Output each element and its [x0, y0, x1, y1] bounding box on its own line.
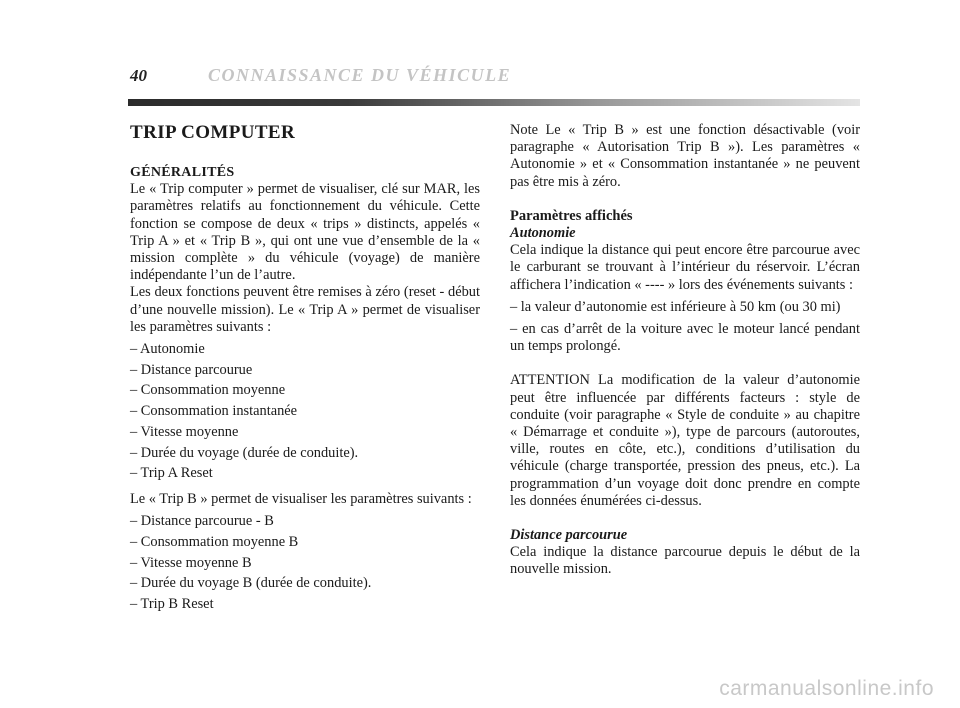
intro-paragraph-2: Les deux fonctions peuvent être remises à zéro (reset - début d’une nouvelle mission). Le « Trip A » permet de visualiser les paramètres suivants :: [130, 284, 480, 335]
generalites-heading: GÉNÉRALITÉS: [130, 165, 235, 180]
page-title: TRIP COMPUTER: [130, 122, 296, 143]
page-number: 40: [130, 66, 147, 85]
params-heading: Paramètres affichés: [510, 207, 633, 224]
left-column: [130, 122, 480, 617]
list-item: – Consommation moyenne B: [130, 533, 299, 550]
list-item: – Consommation instantanée: [130, 403, 298, 420]
distance-heading: Distance parcourue: [510, 527, 628, 544]
list-item: – Trip B Reset: [130, 595, 214, 612]
intro-paragraph-1: Le « Trip computer » permet de visualiser, clé sur MAR, les paramètres relatifs au fonctionnement du véhicule. Cette fonction se compose de deux « trips » distincts, appelés « Trip A » et « Trip B », qui ont une vue d’ensemble de la « mission complète » du véhicule (voyage) de manière indépendante l’un de l’autre.: [130, 181, 480, 284]
header-rule: [128, 99, 860, 106]
distance-paragraph: Cela indique la distance parcourue depuis le début de la nouvelle mission.: [510, 544, 860, 578]
attention-paragraph: ATTENTION La modification de la valeur d’autonomie peut être influencée par différents facteurs : style de conduite (voir paragraphe « Style de conduite » au chapitre « Démarrage et conduite »), type de parcours (autoroutes, ville, routes en côte, etc.), conditions d’utilisation du véhicule (charge transportée, pression des pneus, etc.). La programmation d’un voyage doit donc prendre en compte les données énumérées ci-dessus.: [510, 372, 860, 509]
list-item: – Vitesse moyenne: [130, 423, 239, 440]
list-item: – Durée du voyage B (durée de conduite).: [130, 575, 372, 592]
autonomie-item-2: – en cas d’arrêt de la voiture avec le moteur lancé pendant un temps prolongé.: [510, 321, 860, 355]
list-item: – Durée du voyage (durée de conduite).: [130, 444, 359, 461]
list-item: – Consommation moyenne: [130, 382, 286, 399]
autonomie-item-1: – la valeur d’autonomie est inférieure à 50 km (ou 30 mi): [510, 298, 841, 315]
list-item: – Autonomie: [130, 341, 205, 358]
list-item: – Vitesse moyenne B: [130, 554, 252, 571]
trip-b-list: [130, 513, 480, 613]
watermark: carmanualsonline.info: [719, 677, 934, 700]
right-column: [510, 122, 860, 579]
trip-a-list: [130, 341, 480, 482]
note-paragraph: Note Le « Trip B » est une fonction désactivable (voir paragraphe « Autorisation Trip B »). Les paramètres « Autonomie » et « Consommation instantanée » ne peuvent pas être mis à zéro.: [510, 122, 860, 190]
autonomie-heading: Autonomie: [510, 225, 576, 242]
list-item: – Distance parcourue - B: [130, 513, 274, 530]
list-item: – Distance parcourue: [130, 361, 253, 378]
autonomie-paragraph: Cela indique la distance qui peut encore être parcourue avec le carburant se trouvant à l’intérieur du réservoir. L’écran affichera l’indication « ---- » lors des événements suivants :: [510, 242, 860, 293]
list-item: – Trip A Reset: [130, 465, 213, 482]
section-title: CONNAISSANCE DU VÉHICULE: [208, 65, 512, 85]
trip-b-intro: Le « Trip B » permet de visualiser les paramètres suivants :: [130, 490, 472, 507]
